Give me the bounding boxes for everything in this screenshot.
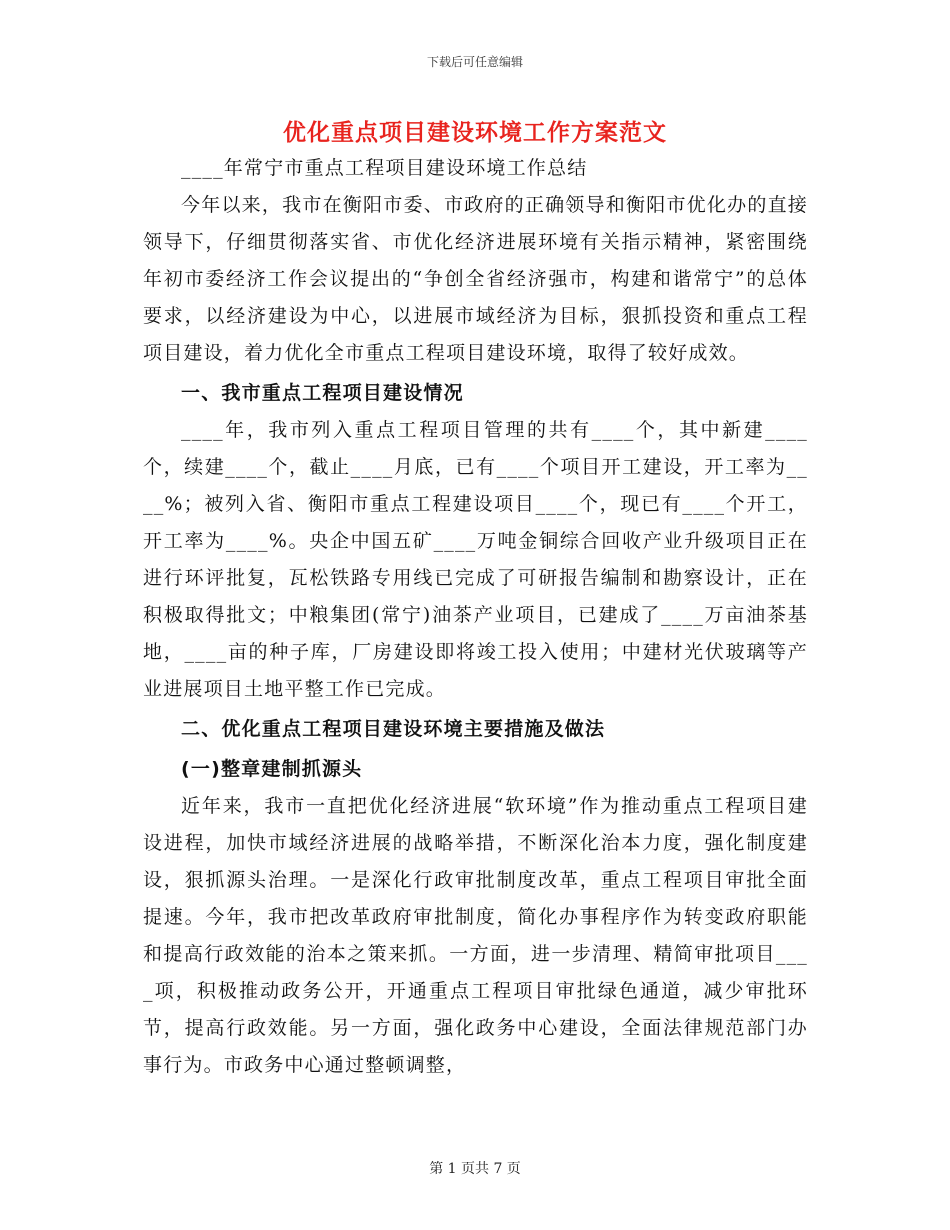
section-heading-2: 二、优化重点工程项目建设环境主要措施及做法: [181, 718, 606, 740]
subsection-heading-1: (一)整章建制抓源头: [181, 758, 363, 780]
paragraph-subsection-1: 近年来，我市一直把优化经济进展“软环境”作为推动重点工程项目建设进程，加快市域经济进展的战略举措，不断深化治本力度，强化制度建设，狠抓源头治理。一是深化行政审批制度改革，重点工程项目审批全面提速。今年，我市把改革政府审批制度，简化办事程序作为转变政府职能和提高行政效能的治本之策来抓。一方面，进一步清理、精简审批项目____项，积极推动政务公开，开通重点工程项目审批绿色通道，减少审批环节，提高行政效能。另一方面，强化政务中心建设，全面法律规范部门办事行为。市政务中心通过整顿调整，: [143, 795, 808, 1076]
document-body: [143, 150, 808, 1084]
page-footer: 第 1 页共 7 页: [429, 1161, 521, 1177]
section-heading-1: 一、我市重点工程项目建设情况: [181, 382, 464, 404]
document-title: 优化重点项目建设环境工作方案范文: [283, 120, 667, 146]
paragraph-subtitle: ____年常宁市重点工程项目建设环境工作总结: [181, 157, 588, 179]
page-header: 下载后可任意编辑: [426, 55, 523, 69]
paragraph-section-1: ____年，我市列入重点工程项目管理的共有____个，其中新建____个，续建____个，截止____月底，已有____个项目开工建设，开工率为____%；被列入省、衡阳市重点工程建设项目____个，现已有____个开工，开工率为____%。央企中国五矿____万吨金铜综合回收产业升级项目正在进行环评批复，瓦松铁路专用线已完成了可研报告编制和勘察设计，正在积极取得批文；中粮集团(常宁)油茶产业项目，已建成了____万亩油茶基地，____亩的种子库，厂房建设即将竣工投入使用；中建材光伏玻璃等产业进展项目土地平整工作已完成。: [143, 419, 808, 700]
paragraph-intro: 今年以来，我市在衡阳市委、市政府的正确领导和衡阳市优化办的直接领导下，仔细贯彻落实省、市优化经济进展环境有关指示精神，紧密围绕年初市委经济工作会议提出的“争创全省经济强市，构建和谐常宁”的总体要求，以经济建设为中心，以进展市域经济为目标，狠抓投资和重点工程项目建设，着力优化全市重点工程项目建设环境，取得了较好成效。: [143, 194, 808, 364]
